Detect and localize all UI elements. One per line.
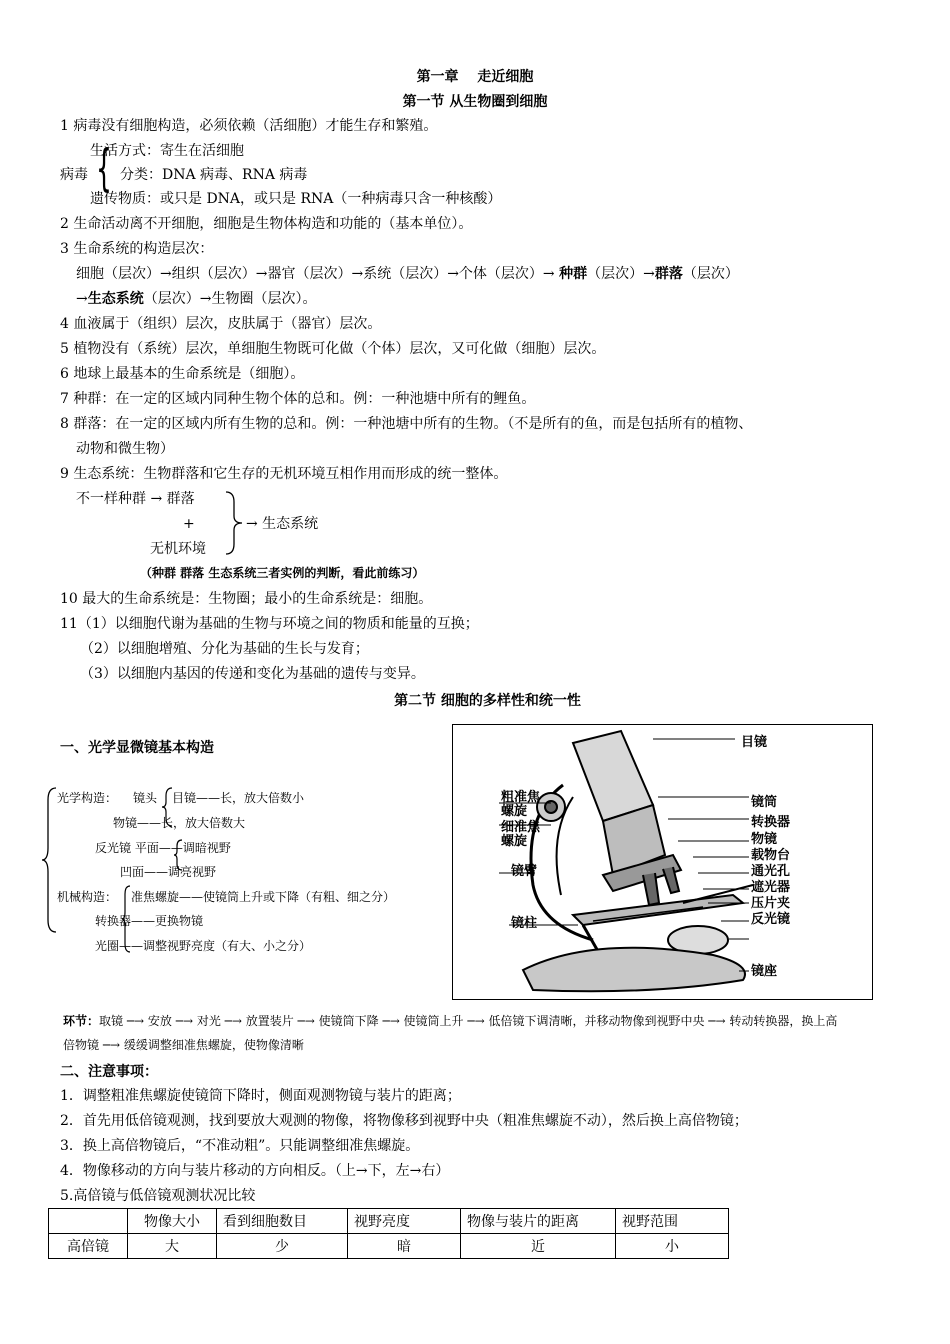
virus-brace: { <box>96 139 112 197</box>
eco-plus: + <box>183 516 195 532</box>
eco-population: 不一样种群 → 群落 <box>76 491 195 507</box>
section1-title: 第一节 从生物圈到细胞 <box>402 94 548 110</box>
para-4: 4 血液属于（组织）层次，皮肤属于（器官）层次。 <box>60 316 382 332</box>
eco-result: → 生态系统 <box>246 516 319 532</box>
microscope-figure <box>452 724 873 1000</box>
note-1: 1．调整粗准焦螺旋使镜筒下降时，侧面观测物镜与装片的距离； <box>60 1088 461 1104</box>
para-1: 1 病毒没有细胞构造，必须依赖（活细胞）才能生存和繁殖。 <box>60 118 438 134</box>
note-4: 4．物像移动的方向与装片移动的方向相反。（上→下，左→右） <box>60 1163 450 1179</box>
micro-optical: 光学构造： <box>57 791 118 805</box>
table-cell: 高倍镜 <box>49 1234 128 1259</box>
para-11a: 11（1）以细胞代谢为基础的生物与环境之间的物质和能量的互换； <box>60 616 479 632</box>
virus-label: 病毒 <box>60 167 88 183</box>
table-cell: 暗 <box>348 1234 461 1259</box>
micro-lens: 镜头 <box>133 791 158 805</box>
table-header-row <box>49 1209 729 1234</box>
para-11c: （3）以细胞内基因的传递和变化为基础的遗传与变异。 <box>80 666 425 682</box>
para-11b: （2）以细胞增殖、分化为基础的生长与发育； <box>80 641 369 657</box>
label-pillar: 镜柱 <box>511 916 538 931</box>
para-6: 6 地球上最基本的生命系统是（细胞）。 <box>60 366 305 382</box>
label-fine-1: 细准焦 <box>501 820 541 835</box>
para-3: 3 生命系统的构造层次： <box>60 241 214 257</box>
eco-environment: 无机环境 <box>150 541 206 557</box>
label-fine-2: 螺旋 <box>501 834 528 849</box>
eco-note: （种群 群落 生态系统三者实例的判断，看此前练习） <box>140 566 425 580</box>
table-cell: 近 <box>461 1234 616 1259</box>
eco-brace <box>224 490 246 556</box>
microscope-drawing <box>453 725 872 999</box>
label-arm: 镜臂 <box>511 864 538 879</box>
micro-mirror: 反光镜 平面——调暗视野 <box>95 841 231 855</box>
para-2: 2 生命活动离不开细胞，细胞是生物体构造和功能的（基本单位）。 <box>60 216 473 232</box>
para-5: 5 植物没有（系统）层次，单细胞生物既可化做（个体）层次，又可化做（细胞）层次。 <box>60 341 606 357</box>
para-8b: 动物和微生物） <box>76 441 174 457</box>
chapter-title: 第一章 走近细胞 <box>416 69 534 85</box>
table-header-cell: 看到细胞数目 <box>217 1209 348 1234</box>
para-10: 10 最大的生命系统是：生物圈；最小的生命系统是：细胞。 <box>60 591 433 607</box>
steps-line-1: 环节：取镜 ─→ 安放 ─→ 对光 ─→ 放置装片 ─→ 使镜筒下降 ─→ 使镜筒上升 ─→ 低倍镜下调清晰，并移动物像到视野中央 ─→ 转动转换器，换上高 <box>63 1014 838 1028</box>
table-header-cell: 视野范围 <box>616 1209 729 1234</box>
micro-focus: 准焦螺旋——使镜筒上升或下降（有粗、细之分） <box>131 890 396 904</box>
micro-title: 一、光学显微镜基本构造 <box>60 740 214 756</box>
micro-concave: 凹面——调亮视野 <box>120 865 217 879</box>
label-mirror: 反光镜 <box>751 912 791 927</box>
comparison-table <box>48 1208 729 1259</box>
label-tube: 镜筒 <box>751 795 778 810</box>
micro-eyepiece: 目镜——长，放大倍数小 <box>172 791 305 805</box>
label-objective: 物镜 <box>751 832 778 847</box>
virus-genetic: 遗传物质：或只是 DNA，或只是 RNA（一种病毒只含一种核酸） <box>90 191 502 207</box>
micro-big-brace <box>40 786 60 934</box>
hierarchy-line-2: →生态系统（层次）→生物圈（层次）。 <box>76 291 317 307</box>
note-3: 3．换上高倍物镜后，“不准动粗”。只能调整细准焦螺旋。 <box>60 1138 420 1154</box>
table-header-cell: 视野亮度 <box>348 1209 461 1234</box>
label-hole: 通光孔 <box>751 864 791 879</box>
micro-aperture: 光圈——调整视野亮度（有大、小之分） <box>95 939 312 953</box>
label-stage: 载物台 <box>751 848 791 863</box>
label-diaphragm: 遮光器 <box>751 880 791 895</box>
label-converter: 转换器 <box>751 815 791 830</box>
label-coarse-2: 螺旋 <box>501 804 528 819</box>
label-eyepiece: 目镜 <box>741 735 768 750</box>
table-header-cell: 物像与装片的距离 <box>461 1209 616 1234</box>
table-cell: 大 <box>128 1234 217 1259</box>
micro-mechanical: 机械构造： <box>57 890 118 904</box>
label-coarse-1: 粗准焦 <box>501 790 541 805</box>
para-8a: 8 群落：在一定的区域内所有生物的总和。例：一种池塘中所有的生物。（不是所有的鱼，而是包括所有的植物、 <box>60 416 753 432</box>
para-7: 7 种群：在一定的区域内同种生物个体的总和。例：一种池塘中所有的鲤鱼。 <box>60 391 536 407</box>
para-9: 9 生态系统：生物群落和它生存的无机环境互相作用而形成的统一整体。 <box>60 466 508 482</box>
virus-life: 生活方式：寄生在活细胞 <box>90 143 244 159</box>
notes-title: 二、注意事项： <box>60 1064 158 1080</box>
label-clip: 压片夹 <box>751 896 791 911</box>
hierarchy-line-1: 细胞（层次）→组织（层次）→器官（层次）→系统（层次）→个体（层次）→ 种群（层次）→群落（层次） <box>76 266 739 282</box>
micro-converter: 转换器——更换物镜 <box>95 914 204 928</box>
table-row <box>49 1234 729 1259</box>
micro-objective: 物镜——长，放大倍数大 <box>113 816 246 830</box>
table-cell: 小 <box>616 1234 729 1259</box>
note-5: 5.高倍镜与低倍镜观测状况比较 <box>60 1188 256 1204</box>
table-header-cell: 物像大小 <box>128 1209 217 1234</box>
steps-line-2: 倍物镜 ─→ 缓缓调整细准焦螺旋，使物像清晰 <box>63 1038 304 1052</box>
section2-title: 第二节 细胞的多样性和统一性 <box>394 693 581 709</box>
note-2: 2．首先用低倍镜观测，找到要放大观测的物像，将物像移到视野中央（粗准焦螺旋不动），然后换上高倍物镜； <box>60 1113 748 1129</box>
table-cell: 少 <box>217 1234 348 1259</box>
label-base: 镜座 <box>751 964 778 979</box>
table-header-cell <box>49 1209 128 1234</box>
virus-class: 分类：DNA 病毒、RNA 病毒 <box>120 167 308 183</box>
